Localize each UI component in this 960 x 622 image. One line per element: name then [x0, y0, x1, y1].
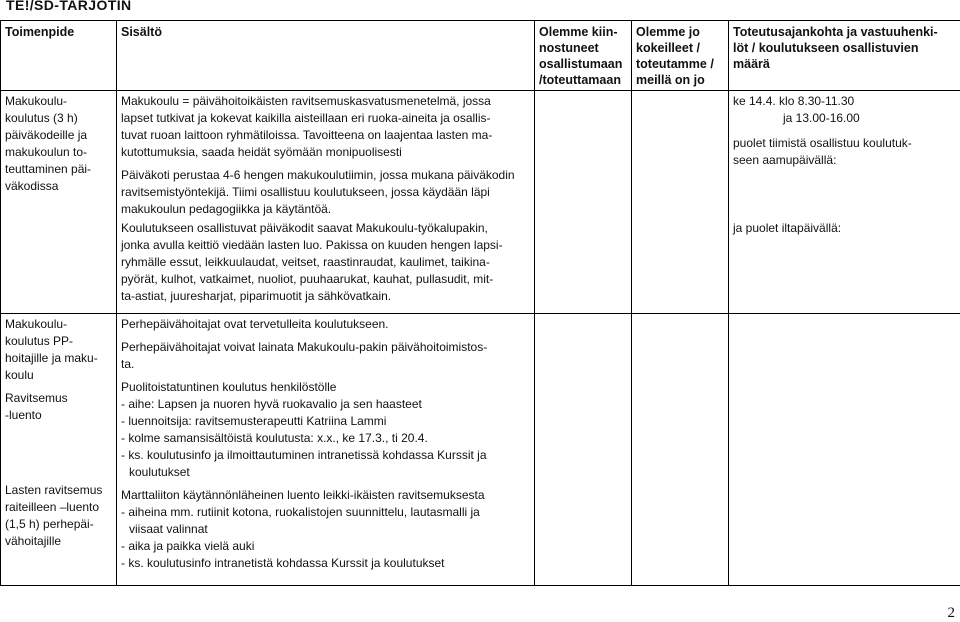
cell-schedule-3 — [729, 314, 960, 586]
cell-makukoulu-training: Makukoulu- koulutus (3 h) päiväkodeille ja makukoulun to- teuttaminen päi- väkodissa — [1, 91, 117, 221]
cell-already-3 — [632, 314, 729, 586]
cell-pp-description: Perhepäivähoitajat ovat tervetulleita koulutukseen. Perhepäivähoitajat voivat lainata Makukoulu-pakin päivähoitoimistos- ta. Puolitoistatuntinen koulutus henkilöstölle - aihe: Lapsen ja nuoren hyvä ruokavalio ja sen haasteet - luennoitsija: ravitsemusterapeutti Katriina Lammi - kolme samansisältöistä koulutusta: x.x., ke 17.3., ti 20.4. - ks. koulutusinfo ja ilmoittautuminen intranetissä kohdassa Kurssit ja koulutukset Marttaliiton käytännönläheinen luento leikki-ikäisten ravitsemuksesta - aiheina mm. rutiinit kotona, ruokalistojen suunnittelu, lautasmalli ja viisaat valinnat - aika ja paikka vielä auki - ks. koulutusinfo intranetistä kohdassa Kurssit ja koulutukset — [117, 314, 535, 586]
cell-schedule-2: ja puolet iltapäivällä: — [729, 220, 960, 314]
table-row — [1, 314, 960, 586]
cell-already-1 — [632, 91, 729, 221]
header-row — [1, 21, 960, 91]
cell-committed-3 — [535, 314, 632, 586]
cell-already-2 — [632, 220, 729, 314]
cell-committed-2 — [535, 220, 632, 314]
header-sisalto: Sisältö — [117, 21, 535, 91]
cell-toolkit-description: Koulutukseen osallistuvat päiväkodit saavat Makukoulu-työkalupakin, jonka avulla keittiö viedään lasten luo. Pakissa on kuuden hengen lapsi- ryhmälle essut, leikkuulaudat, veitset, raastinraudat, kaulimet, taikina- pyörät, kulhot, vatkaimet, nuoliot, puuhaarukat, kauhat, pullasudit, mit- ta-astiat, juuresharjat, piparimuotit ja sähkövatkain. — [117, 220, 535, 314]
activities-table — [0, 20, 960, 586]
header-toimenpide: Toimenpide — [1, 21, 117, 91]
cell-makukoulu-description: Makukoulu = päivähoitoikäisten ravitsemuskasvatusmenetelmä, jossa lapset tutkivat ja kokevat kaikilla aisteillaan eri ruoka-aineita ja osallis- tuvat ruoan laittoon ryhmätiloissa. Tavoitteena on laajentaa lasten ma- kutottumuksia, saada heidät syömään monipuolisesti Päiväkoti perustaa 4-6 hengen makukoulutiimin, jossa mukana päiväkodin ravitsemistyöntekijä. Tiimi osallistuu koulutukseen, jossa käydään läpi makukoulun pedagogiikka ja käytäntöä. — [117, 91, 535, 221]
header-schedule: Toteutusajankohta ja vastuuhenki- löt / koulutukseen osallistuvien määrä — [729, 21, 960, 91]
page-number: 2 — [947, 605, 955, 621]
header-already: Olemme jo kokeilleet / toteutamme / meillä on jo — [632, 21, 729, 91]
table-row — [1, 220, 960, 314]
header-committed: Olemme kiin- nostuneet osallistumaan /toteuttamaan — [535, 21, 632, 91]
page-title: TE!/SD-TARJOTIN — [6, 0, 132, 13]
cell-pp-training: Makukoulu- koulutus PP- hoitajille ja maku- koulu Ravitsemus -luento Lasten ravitsemus raiteilleen –luento (1,5 h) perhepäi- vähoitajille — [1, 314, 117, 586]
cell-empty — [1, 220, 117, 314]
table-row — [1, 91, 960, 221]
cell-committed-1 — [535, 91, 632, 221]
cell-schedule-1: ke 14.4. klo 8.30-11.30 ja 13.00-16.00 puolet tiimistä osallistuu koulutuk- seen aamupäivällä: — [729, 91, 960, 221]
